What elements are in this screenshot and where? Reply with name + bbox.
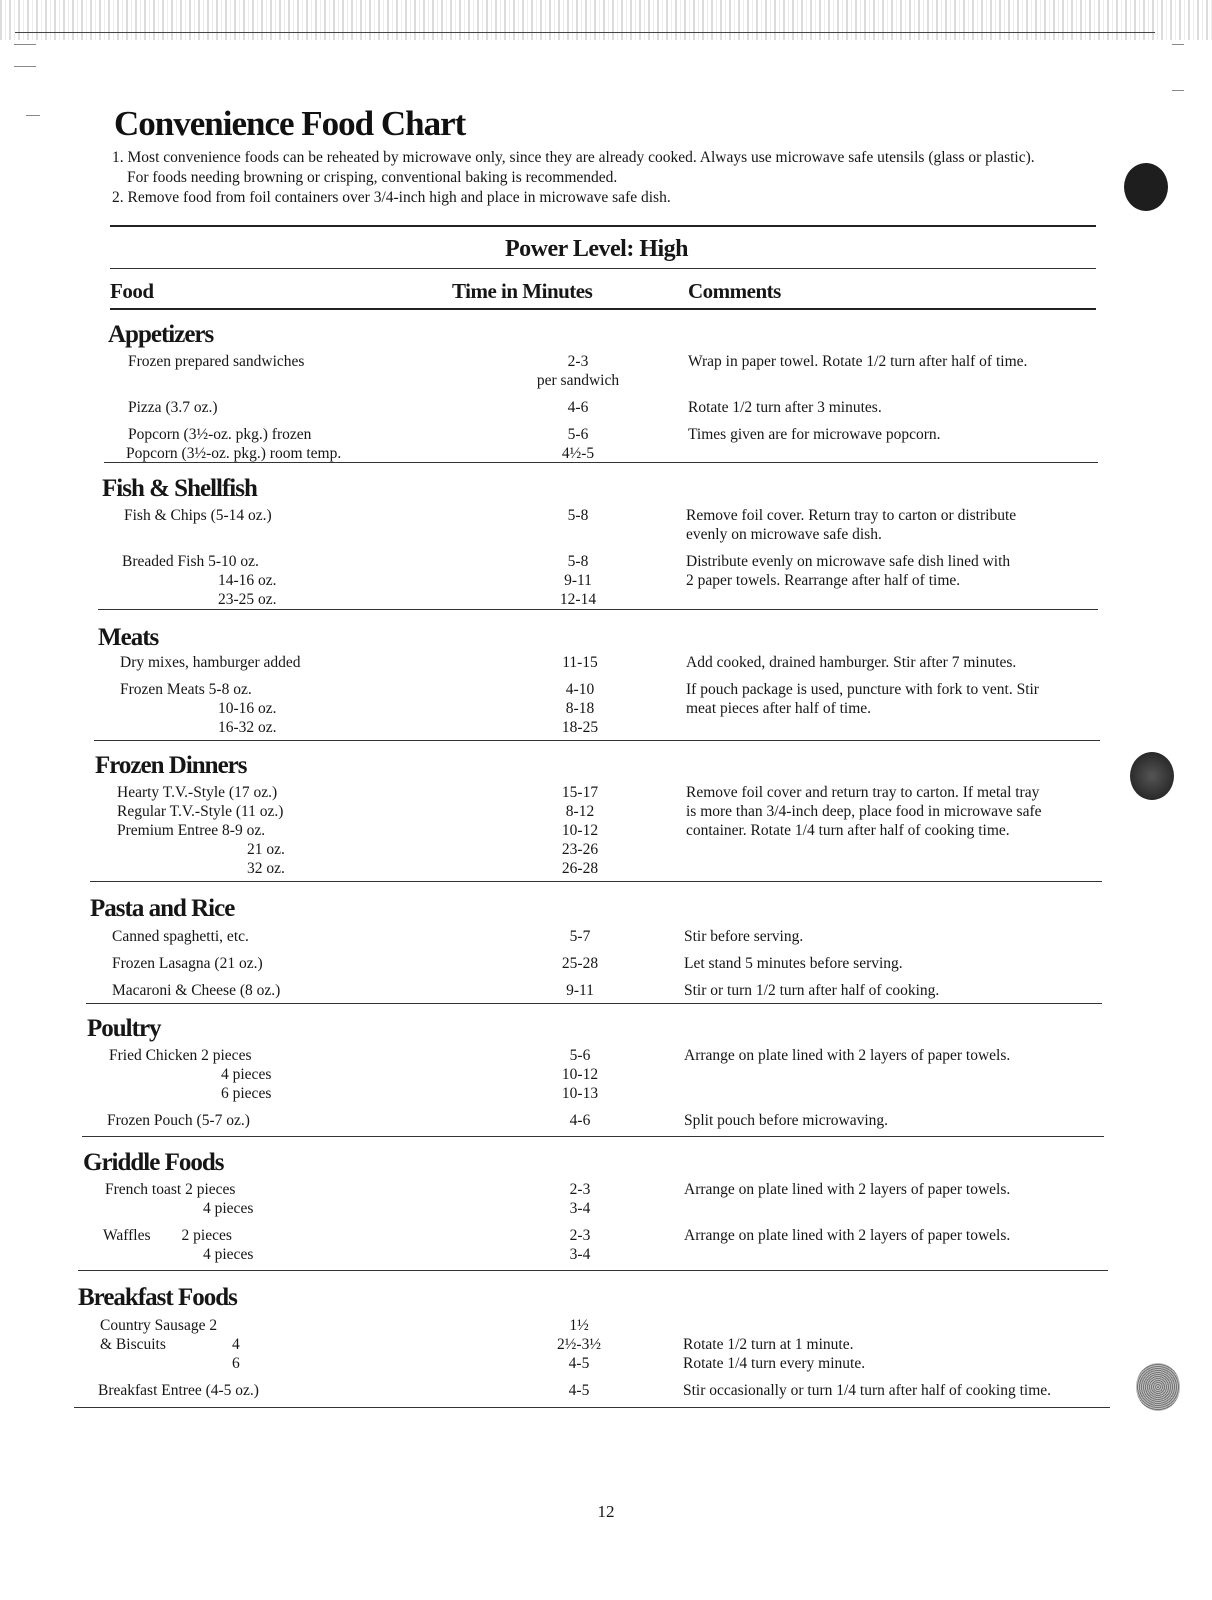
food-cell: 6 pieces [221, 1085, 272, 1102]
section-heading: Griddle Foods [83, 1149, 224, 1176]
table-row [87, 1065, 1102, 1084]
table-row [83, 1199, 1103, 1218]
time-cell: 15-17 [561, 784, 599, 801]
time-cell: 8-18 [565, 700, 595, 717]
table-row [95, 821, 1100, 840]
section-rule [82, 1136, 1104, 1137]
section-griddle-foods [83, 1148, 1103, 1264]
time-cell: 9-11 [564, 572, 592, 589]
time-cell: 3-4 [569, 1246, 591, 1263]
food-cell: Breaded Fish 5-10 oz. [122, 553, 259, 570]
section-heading: Appetizers [108, 321, 214, 348]
comment-cell: Let stand 5 minutes before serving. [684, 955, 903, 972]
food-cell: 16-32 oz. [218, 719, 277, 736]
column-header-food: Food [110, 279, 154, 303]
time-cell: per sandwich [536, 372, 620, 389]
time-cell: 5-6 [567, 426, 589, 443]
section-frozen-dinners [95, 751, 1100, 878]
table-row [102, 571, 1098, 590]
time-cell: 11-15 [562, 654, 598, 671]
table-row [98, 699, 1098, 718]
intro-notes [112, 148, 1112, 208]
table-row [102, 525, 1098, 544]
comment-cell: meat pieces after half of time. [686, 700, 872, 717]
food-cell: 4 pieces [203, 1246, 254, 1263]
food-cell: Frozen prepared sandwiches [128, 353, 305, 370]
comment-cell: Times given are for microwave popcorn. [688, 426, 941, 443]
food-cell: Country Sausage 2 [100, 1317, 218, 1334]
table-row [78, 1316, 1108, 1335]
table-row [78, 1381, 1108, 1400]
comment-cell: Remove foil cover and return tray to carton. If metal tray [686, 784, 1040, 801]
food-cell: Frozen Meats 5-8 oz. [120, 681, 252, 698]
section-appetizers [108, 320, 1098, 463]
time-cell: 10-13 [561, 1085, 599, 1102]
food-cell: Frozen Lasagna (21 oz.) [112, 955, 263, 972]
comment-cell: Add cooked, drained hamburger. Stir after 7 minutes. [686, 654, 1017, 671]
comment-cell: Arrange on plate lined with 2 layers of paper towels. [684, 1227, 1011, 1244]
time-cell: 12-14 [559, 591, 597, 608]
comment-cell: Rotate 1/4 turn every minute. [683, 1355, 866, 1372]
time-cell: 8-12 [565, 803, 595, 820]
table-row [108, 444, 1098, 463]
comment-cell: container. Rotate 1/4 turn after half of cooking time. [686, 822, 1010, 839]
comment-cell: Arrange on plate lined with 2 layers of paper towels. [684, 1181, 1011, 1198]
comment-cell: Remove foil cover. Return tray to carton or distribute [686, 507, 1017, 524]
comment-cell: evenly on microwave safe dish. [686, 526, 882, 543]
table-row [87, 1111, 1102, 1130]
time-cell: 5-7 [569, 928, 591, 945]
time-cell: 4-6 [569, 1112, 591, 1129]
time-cell: 5-8 [567, 553, 589, 570]
table-row [102, 506, 1098, 525]
table-row [98, 680, 1098, 699]
scan-rule [15, 32, 1155, 33]
table-row [98, 653, 1098, 672]
intro-note-2: 2. Remove food from foil containers over 3/4-inch high and place in microwave safe dish. [112, 189, 671, 206]
time-cell: 26-28 [561, 860, 599, 877]
time-cell: 10-12 [561, 822, 599, 839]
comment-cell: Stir or turn 1/2 turn after half of cooking. [684, 982, 940, 999]
binder-hole-icon [1130, 752, 1174, 800]
food-cell: & Biscuits [100, 1336, 166, 1353]
table-row [78, 1335, 1108, 1354]
comment-cell: is more than 3/4-inch deep, place food in microwave safe [686, 803, 1042, 820]
column-header-time: Time in Minutes [452, 279, 593, 303]
table-row [95, 859, 1100, 878]
section-meats [98, 623, 1098, 737]
section-rule [78, 1270, 1108, 1271]
food-cell: Dry mixes, hamburger added [120, 654, 301, 671]
food-cell: Breakfast Entree (4-5 oz.) [98, 1382, 259, 1399]
food-cell: Hearty T.V.-Style (17 oz.) [117, 784, 278, 801]
section-heading: Meats [98, 624, 159, 651]
section-rule [86, 1003, 1102, 1004]
time-cell: 3-4 [569, 1200, 591, 1217]
food-cell: Popcorn (3½-oz. pkg.) frozen [128, 426, 312, 443]
section-heading: Fish & Shellfish [102, 475, 257, 502]
time-cell: 2-3 [569, 1227, 591, 1244]
binder-hole-icon [1136, 1363, 1180, 1411]
binder-hole-icon [1124, 163, 1168, 211]
margin-tick [1172, 44, 1184, 45]
comment-cell: Distribute evenly on microwave safe dish lined with [686, 553, 1011, 570]
time-cell: 2-3 [567, 353, 589, 370]
table-row [102, 590, 1098, 609]
section-pasta-rice [90, 894, 1102, 1000]
time-cell: 18-25 [561, 719, 599, 736]
time-cell: 10-12 [561, 1066, 599, 1083]
quantity-cell: 4 [232, 1336, 240, 1353]
food-cell: Fish & Chips (5-14 oz.) [124, 507, 272, 524]
intro-note-1: 1. Most convenience foods can be reheated by microwave only, since they are already cooked. Always use microwave safe utensils (glass or plastic). [112, 149, 1035, 166]
time-cell: 9-11 [566, 982, 594, 999]
table-row [87, 1046, 1102, 1065]
margin-tick [14, 66, 36, 67]
section-heading: Frozen Dinners [95, 752, 247, 779]
table-row [90, 981, 1102, 1000]
comment-cell: Rotate 1/2 turn at 1 minute. [683, 1336, 854, 1353]
margin-tick [26, 115, 40, 116]
table-row [98, 718, 1098, 737]
comment-cell: Arrange on plate lined with 2 layers of paper towels. [684, 1047, 1011, 1064]
food-cell: 32 oz. [247, 860, 285, 877]
food-cell: 21 oz. [247, 841, 285, 858]
table-row [95, 802, 1100, 821]
table-row [90, 954, 1102, 973]
section-breakfast-foods [78, 1283, 1108, 1400]
section-rule [104, 462, 1098, 463]
table-row [78, 1354, 1108, 1373]
comment-cell: Stir occasionally or turn 1/4 turn after half of cooking time. [683, 1382, 1052, 1399]
comment-cell: Stir before serving. [684, 928, 804, 945]
margin-tick [14, 44, 36, 45]
table-row [108, 352, 1098, 371]
section-rule [98, 609, 1098, 610]
food-cell: 14-16 oz. [218, 572, 277, 589]
food-cell: Premium Entree 8-9 oz. [117, 822, 266, 839]
comment-cell: Wrap in paper towel. Rotate 1/2 turn after half of time. [688, 353, 1028, 370]
time-cell: 2-3 [569, 1181, 591, 1198]
section-poultry [87, 1014, 1102, 1130]
comment-cell: Split pouch before microwaving. [684, 1112, 889, 1129]
header-rule [110, 268, 1096, 269]
time-cell: 4-6 [567, 399, 589, 416]
table-row [108, 371, 1098, 390]
quantity-cell: 6 [232, 1355, 240, 1372]
time-cell: 4-5 [568, 1355, 590, 1372]
section-fish-shellfish [102, 474, 1098, 609]
column-header-rule [110, 308, 1096, 310]
comment-cell: 2 paper towels. Rearrange after half of time. [686, 572, 961, 589]
food-cell: Macaroni & Cheese (8 oz.) [112, 982, 281, 999]
table-row [83, 1245, 1103, 1264]
table-row [83, 1226, 1103, 1245]
time-cell: 2½-3½ [557, 1336, 601, 1353]
time-cell: 4½-5 [561, 445, 595, 462]
comment-cell: Rotate 1/2 turn after 3 minutes. [688, 399, 882, 416]
table-row [108, 398, 1098, 417]
power-level-heading: Power Level: High [505, 236, 689, 262]
food-cell: Popcorn (3½-oz. pkg.) room temp. [126, 445, 342, 462]
food-cell: French toast 2 pieces [105, 1181, 236, 1198]
column-header-comments: Comments [688, 279, 781, 303]
header-rule [110, 225, 1096, 227]
time-cell: 25-28 [561, 955, 599, 972]
food-cell: Waffles 2 pieces [103, 1227, 232, 1244]
time-cell: 1½ [569, 1317, 589, 1334]
food-cell: Frozen Pouch (5-7 oz.) [107, 1112, 250, 1129]
food-cell: 10-16 oz. [218, 700, 277, 717]
section-rule [90, 881, 1102, 882]
table-row [95, 840, 1100, 859]
intro-note-1-cont: For foods needing browning or crisping, conventional baking is recommended. [127, 169, 618, 186]
food-cell: 23-25 oz. [218, 591, 277, 608]
food-cell: 4 pieces [203, 1200, 254, 1217]
page-number: 12 [597, 1502, 615, 1521]
food-cell: 4 pieces [221, 1066, 272, 1083]
section-rule [74, 1407, 1110, 1408]
time-cell: 23-26 [561, 841, 599, 858]
food-cell: Fried Chicken 2 pieces [109, 1047, 252, 1064]
section-heading: Poultry [87, 1015, 161, 1042]
table-row [95, 783, 1100, 802]
section-rule [94, 740, 1100, 741]
food-cell: Canned spaghetti, etc. [112, 928, 249, 945]
page-title: Convenience Food Chart [114, 104, 466, 143]
table-row [83, 1180, 1103, 1199]
section-heading: Breakfast Foods [78, 1284, 237, 1311]
table-row [102, 552, 1098, 571]
food-cell: Regular T.V.-Style (11 oz.) [117, 803, 284, 820]
scan-noise-band [0, 0, 1212, 40]
margin-tick [1172, 90, 1184, 91]
time-cell: 4-10 [565, 681, 595, 698]
comment-cell: If pouch package is used, puncture with fork to vent. Stir [686, 681, 1039, 698]
time-cell: 5-8 [567, 507, 589, 524]
table-row [87, 1084, 1102, 1103]
food-cell: Pizza (3.7 oz.) [128, 399, 218, 416]
section-heading: Pasta and Rice [90, 895, 235, 922]
time-cell: 4-5 [568, 1382, 590, 1399]
table-row [90, 927, 1102, 946]
time-cell: 5-6 [569, 1047, 591, 1064]
table-row [108, 425, 1098, 444]
